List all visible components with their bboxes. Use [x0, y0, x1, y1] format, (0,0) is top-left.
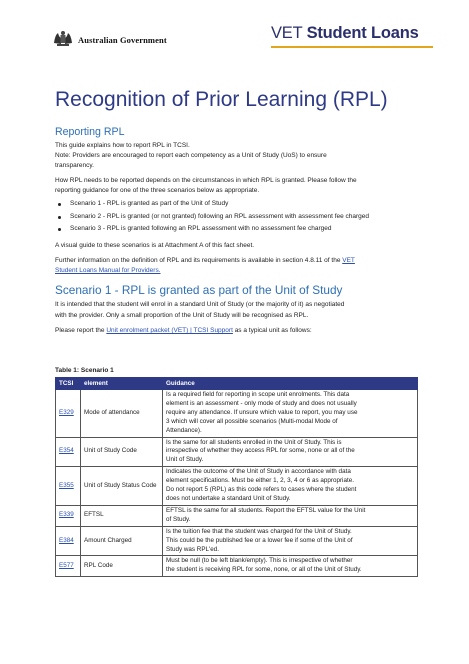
bullet-icon — [58, 203, 61, 206]
note-line-1: Note: Providers are encouraged to report each competency as a Unit of Study (UoS) to ensure — [55, 152, 327, 159]
guidance-line: does not undertake a standard Unit of Study. — [166, 494, 291, 502]
note-line-2: transparency. — [55, 162, 94, 169]
tcsi-code-cell — [56, 390, 81, 438]
table-row — [56, 556, 418, 577]
list-item — [55, 198, 369, 211]
guidance-line: Is the same for all students enrolled in the Unit of Study. This is — [166, 438, 342, 446]
guidance-line: Unit of Study. — [166, 456, 204, 464]
element-name-cell: EFTSL — [81, 505, 163, 526]
tcsi-code-cell — [56, 556, 81, 577]
guidance-line: element is an assessment - only mode of study and does not usually — [166, 399, 357, 407]
unit-enrolment-packet-link[interactable]: Unit enrolment packet (VET) | TCSI Support — [106, 327, 233, 334]
guidance-line: require any attendance. If unsure which value to report, you may use — [166, 408, 358, 416]
guidance-cell — [163, 505, 418, 526]
manual-link-part-1[interactable]: VET — [342, 257, 355, 264]
guidance-line: of Study. — [166, 515, 191, 523]
guidance-line: element specifications. Must be either 1, 2, 3, 4 or 6 as appropriate. — [166, 477, 354, 485]
further-info-line-2 — [55, 266, 427, 276]
logo-underline — [271, 46, 433, 48]
logo-text-vet: VET — [271, 24, 307, 42]
logo-text-student-loans: Student Loans — [306, 24, 419, 42]
tcsi-element-link[interactable]: E354 — [59, 447, 74, 455]
guidance-line: Do not report 5 (RPL) as this code refers to cases where the student — [166, 486, 357, 494]
list-item-text: Scenario 1 - RPL is granted as part of the Unit of Study — [70, 200, 229, 207]
tcsi-code-cell — [56, 526, 81, 556]
coat-of-arms-icon — [52, 29, 74, 49]
table-row — [56, 467, 418, 506]
guidance-line: Is a required field for reporting in scope unit enrolments. This data — [166, 391, 350, 398]
element-name-cell: Unit of Study Status Code — [81, 467, 163, 506]
how-line-2: reporting guidance for one of the three scenarios below as appropriate. — [55, 187, 260, 194]
tcsi-element-link[interactable]: E329 — [59, 408, 74, 416]
guidance-line: Indicates the outcome of the Unit of Study in accordance with data — [166, 468, 351, 476]
report-prefix: Please report the — [55, 327, 107, 334]
header-element: element — [81, 378, 163, 390]
guidance-cell — [163, 467, 418, 506]
guidance-line: Must be null (to be left blank/empty). This is irrespective of whether — [166, 557, 353, 565]
scenario-1-table — [55, 377, 418, 577]
table-row — [56, 437, 418, 467]
guidance-line: irrespective of whether they access RPL for some, none or all of the — [166, 447, 355, 455]
guidance-line: Study was RPL'ed. — [166, 545, 220, 553]
government-name: Australian Government — [78, 35, 167, 45]
table-header-row — [56, 378, 418, 390]
list-item-text: Scenario 3 - RPL is granted following an RPL assessment with no assessment fee charged — [70, 225, 332, 233]
tcsi-element-link[interactable]: E384 — [59, 536, 74, 544]
section-heading-reporting: Reporting RPL — [55, 126, 125, 138]
table-caption: Table 1: Scenario 1 — [55, 367, 114, 374]
scenario-1-line-2: with the provider. Only a small proportion of the Unit of Study will be recognised as RPL. — [55, 312, 309, 319]
further-info-text: Further information on the definition of RPL and its requirements is available in section 4.8.11 of the — [55, 257, 343, 264]
guidance-line: Attendance). — [166, 426, 202, 434]
header-tcsi: TCSI — [56, 378, 81, 390]
tcsi-element-link[interactable]: E339 — [59, 511, 74, 519]
table-row — [56, 390, 418, 438]
scenario-1-line-1: It is intended that the student will enrol in a standard Unit of Study (or the majority of it) as negotiated — [55, 301, 345, 308]
element-name-cell: Mode of attendance — [81, 390, 163, 438]
page-title: Recognition of Prior Learning (RPL) — [55, 88, 388, 111]
report-suffix: as a typical unit as follows: — [232, 327, 312, 334]
report-instruction — [55, 326, 427, 336]
guidance-cell — [163, 437, 418, 467]
guidance-cell — [163, 390, 418, 438]
element-name-cell: Amount Charged — [81, 526, 163, 556]
bullet-icon — [58, 216, 61, 219]
how-line-1: How RPL needs to be reported depends on the circumstances in which RPL is granted. Please follow the — [55, 177, 357, 184]
tcsi-element-link[interactable]: E577 — [59, 561, 74, 569]
further-info-line-1 — [55, 256, 427, 266]
list-item — [55, 211, 369, 224]
guidance-line: 3 which will cover all possible scenarios (Multi-modal Mode of — [166, 417, 338, 425]
guidance-line: EFTSL is the same for all students. Report the EFTSL value for the Unit — [166, 506, 366, 514]
table-row — [56, 505, 418, 526]
table-row — [56, 526, 418, 556]
manual-link-part-2[interactable]: Student Loans Manual for Providers. — [55, 267, 161, 274]
guidance-line: Is the tuition fee that the student was charged for the Unit of Study. — [166, 527, 352, 535]
guidance-line: This could be the published fee or a lower fee if some of the Unit of — [166, 536, 353, 544]
section-heading-scenario-1: Scenario 1 - RPL is granted as part of the Unit of Study — [55, 283, 343, 297]
intro-line: This guide explains how to report RPL in TCSI. — [55, 142, 190, 149]
tcsi-code-cell — [56, 467, 81, 506]
guidance-cell — [163, 526, 418, 556]
bullet-icon — [58, 228, 61, 231]
element-name-cell: Unit of Study Code — [81, 437, 163, 467]
tcsi-element-link[interactable]: E355 — [59, 481, 74, 489]
vet-student-loans-logo — [271, 24, 419, 43]
guidance-line: the student is receiving RPL for some, none, or all of the Unit of Study. — [166, 566, 362, 574]
visual-guide-line: A visual guide to these scenarios is at Attachment A of this fact sheet. — [55, 242, 255, 249]
guidance-cell — [163, 556, 418, 577]
scenario-list — [55, 198, 369, 236]
list-item — [55, 223, 369, 236]
element-name-cell: RPL Code — [81, 556, 163, 577]
list-item-text: Scenario 2 - RPL is granted (or not granted) following an RPL assessment with assessment fee charged — [70, 212, 370, 220]
tcsi-code-cell — [56, 437, 81, 467]
tcsi-code-cell — [56, 505, 81, 526]
header-guidance: Guidance — [163, 378, 418, 390]
